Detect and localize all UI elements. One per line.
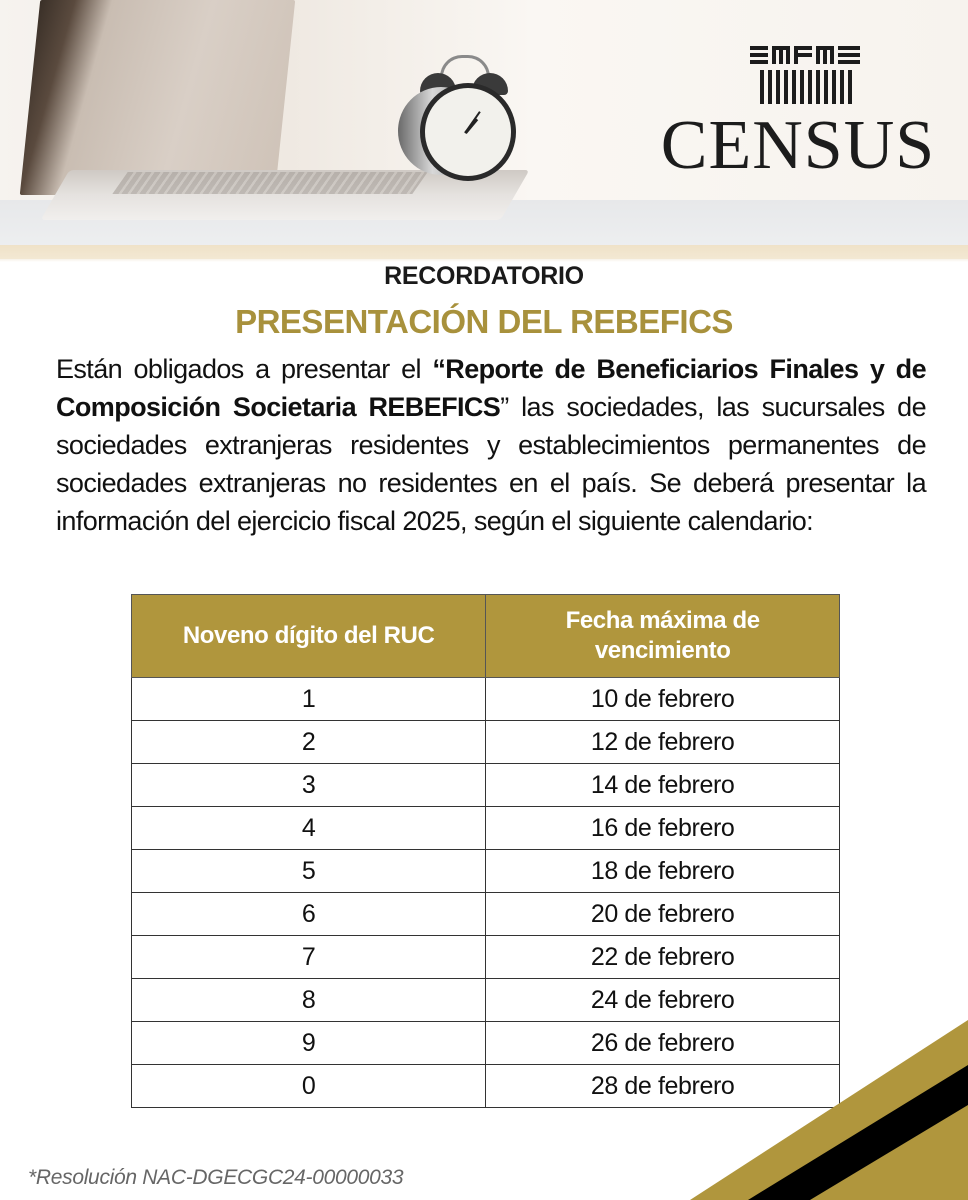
ruc-digit: 4 <box>132 807 486 850</box>
census-logo <box>648 38 948 184</box>
closing-quote: ” <box>500 392 509 422</box>
paragraph-intro: Están obligados a presentar el <box>56 354 433 384</box>
table-row <box>132 764 840 807</box>
due-date: 10 de febrero <box>486 678 840 721</box>
table-row <box>132 807 840 850</box>
notice-kicker: RECORDATORIO <box>384 262 584 290</box>
paragraph-rest: las sociedades, las sucursales de sociedades extranjeras residentes y establecimientos permanentes de sociedades extranjeras no residentes en el país. Se deberá presentar la información del ejercicio fiscal 2025, según el siguiente calendario: <box>56 392 926 536</box>
table-row <box>132 979 840 1022</box>
notice-title: PRESENTACIÓN DEL REBEFICS <box>235 303 733 340</box>
table-row <box>132 893 840 936</box>
decorative-corner-stripes <box>690 1020 968 1200</box>
ruc-digit: 2 <box>132 721 486 764</box>
census-building-mark-icon <box>750 46 860 104</box>
header-ruc-digit: Noveno dígito del RUC <box>132 595 486 678</box>
laptop-screen <box>20 0 295 195</box>
due-date: 16 de febrero <box>486 807 840 850</box>
table-row <box>132 678 840 721</box>
due-date: 14 de febrero <box>486 764 840 807</box>
laptop-keyboard <box>112 172 427 194</box>
due-date: 24 de febrero <box>486 979 840 1022</box>
ruc-digit: 5 <box>132 850 486 893</box>
due-date: 18 de febrero <box>486 850 840 893</box>
due-date: 20 de febrero <box>486 893 840 936</box>
header-photo <box>0 0 968 262</box>
report-name: “Reporte de Beneficiarios Finales y de Composición Societaria REBEFICS <box>56 354 926 422</box>
ruc-digit: 0 <box>132 1065 486 1108</box>
table-row <box>132 721 840 764</box>
due-date: 12 de febrero <box>486 721 840 764</box>
desk-edge <box>0 245 968 259</box>
ruc-digit: 3 <box>132 764 486 807</box>
ruc-digit: 9 <box>132 1022 486 1065</box>
ruc-digit: 7 <box>132 936 486 979</box>
header-due-date: Fecha máxima de vencimiento <box>486 595 840 678</box>
table-row <box>132 850 840 893</box>
due-date: 22 de febrero <box>486 936 840 979</box>
resolution-footnote: *Resolución NAC-DGECGC24-00000033 <box>28 1166 404 1189</box>
due-date: 28 de febrero <box>486 1065 840 1108</box>
table-row <box>132 936 840 979</box>
ruc-digit: 6 <box>132 893 486 936</box>
ruc-digit: 8 <box>132 979 486 1022</box>
notice-paragraph <box>56 350 926 540</box>
table-header-row <box>132 595 840 678</box>
alarm-clock-icon <box>390 55 530 185</box>
ruc-digit: 1 <box>132 678 486 721</box>
brand-name: CENSUS <box>660 107 936 184</box>
due-date: 26 de febrero <box>486 1022 840 1065</box>
